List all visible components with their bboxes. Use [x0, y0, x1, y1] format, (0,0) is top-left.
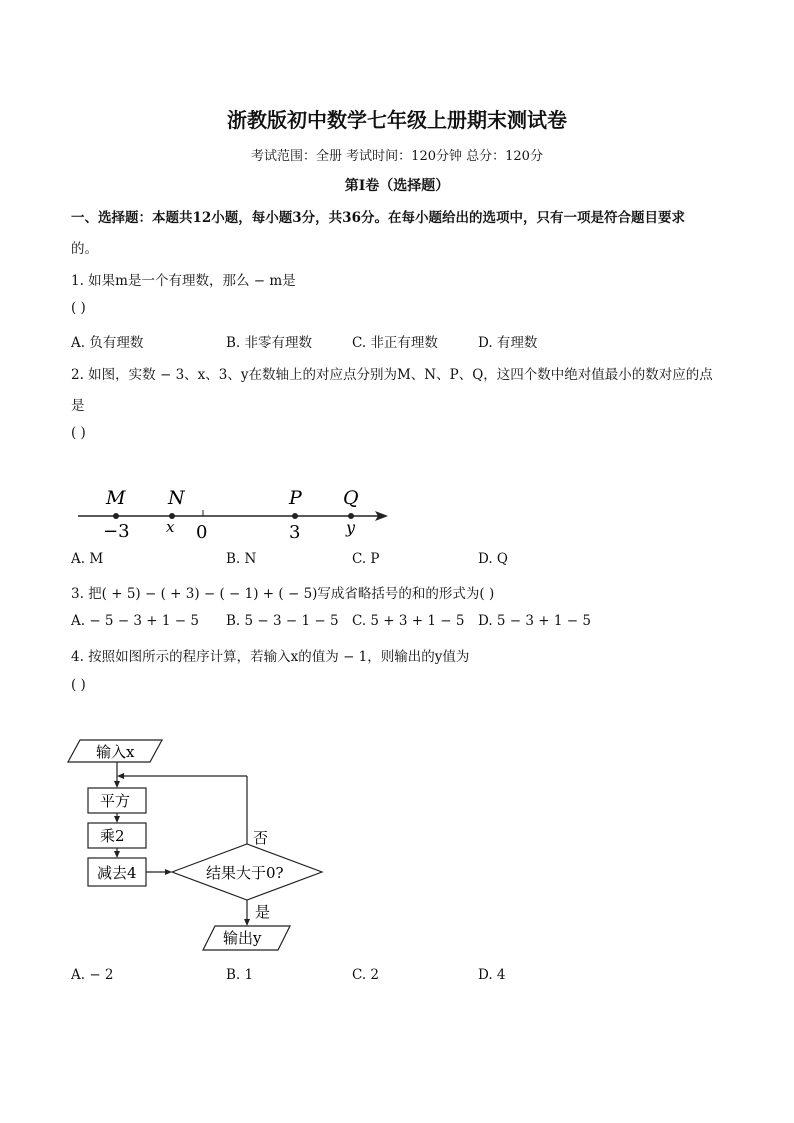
q4-option-c: C. 2 — [352, 967, 380, 983]
flow-yes-label: 是 — [255, 903, 271, 921]
flow-decision-text: 结果大于0? — [206, 864, 284, 882]
label-m: M — [106, 487, 126, 509]
q2-paren: ( ) — [71, 425, 86, 441]
q1-option-b: B. 非零有理数 — [226, 335, 313, 351]
value-y: y — [346, 518, 356, 537]
value-x: x — [166, 518, 175, 536]
q3-option-c: C. 5 + 3 + 1 − 5 — [352, 613, 465, 629]
q4-option-a: A. − 2 — [71, 967, 114, 983]
number-line-figure — [70, 480, 400, 545]
q4-option-b: B. 1 — [226, 967, 254, 983]
flow-multiply-text: 乘2 — [100, 827, 125, 845]
q1-stem: 1. 如果m是一个有理数，那么 − m是 — [71, 273, 296, 289]
part-title: 第Ⅰ卷（选择题） — [344, 178, 450, 194]
q2-option-c: C. P — [352, 551, 380, 567]
flow-square-text: 平方 — [100, 792, 131, 810]
q4-option-d: D. 4 — [478, 967, 506, 983]
label-n: N — [168, 487, 185, 509]
q3-stem: 3. 把( + 5) − ( + 3) − ( − 1) + ( − 5)写成省略括号的和的形式为( ) — [71, 586, 495, 602]
page-title: 浙教版初中数学七年级上册期末测试卷 — [227, 108, 567, 132]
q2-stem-line2: 是 — [71, 398, 85, 414]
q2-option-a: A. M — [71, 551, 104, 567]
q3-option-d: D. 5 − 3 + 1 − 5 — [478, 613, 591, 629]
exam-info: 考试范围：全册 考试时间：120分钟 总分：120分 — [251, 149, 543, 164]
q1-option-a: A. 负有理数 — [71, 335, 144, 351]
flow-output-text: 输出y — [223, 929, 262, 947]
value-3: 3 — [289, 522, 301, 543]
flow-input-text: 输入x — [96, 743, 135, 761]
q4-stem: 4. 按照如图所示的程序计算，若输入x的值为 − 1，则输出的y值为 — [71, 649, 470, 665]
flow-no-label: 否 — [253, 829, 269, 847]
label-q: Q — [343, 487, 359, 509]
value-0: 0 — [196, 522, 208, 543]
q3-option-a: A. − 5 − 3 + 1 − 5 — [71, 613, 199, 629]
q1-paren: ( ) — [71, 300, 86, 316]
q3-option-b: B. 5 − 3 − 1 − 5 — [226, 613, 339, 629]
q2-option-b: B. N — [226, 551, 257, 567]
point-m-dot — [113, 513, 119, 519]
flow-subtract-text: 减去4 — [97, 864, 137, 882]
q4-paren: ( ) — [71, 677, 86, 693]
section-instructions-line1: 一、选择题：本题共12小题，每小题3分，共36分。在每小题给出的选项中，只有一项是符合题目要求 — [71, 210, 685, 226]
value-minus-3: −3 — [103, 521, 130, 542]
q1-option-c: C. 非正有理数 — [352, 335, 438, 351]
point-p-dot — [292, 513, 298, 519]
label-p: P — [289, 487, 302, 509]
q2-stem-line1: 2. 如图，实数 − 3、x、3、y在数轴上的对应点分别为M、N、P、Q，这四个数中绝对值最小的数对应的点 — [71, 367, 713, 383]
q2-option-d: D. Q — [478, 551, 508, 567]
q1-option-d: D. 有理数 — [478, 335, 538, 351]
section-instructions-line2: 的。 — [71, 241, 98, 257]
flowchart-figure — [60, 730, 340, 960]
